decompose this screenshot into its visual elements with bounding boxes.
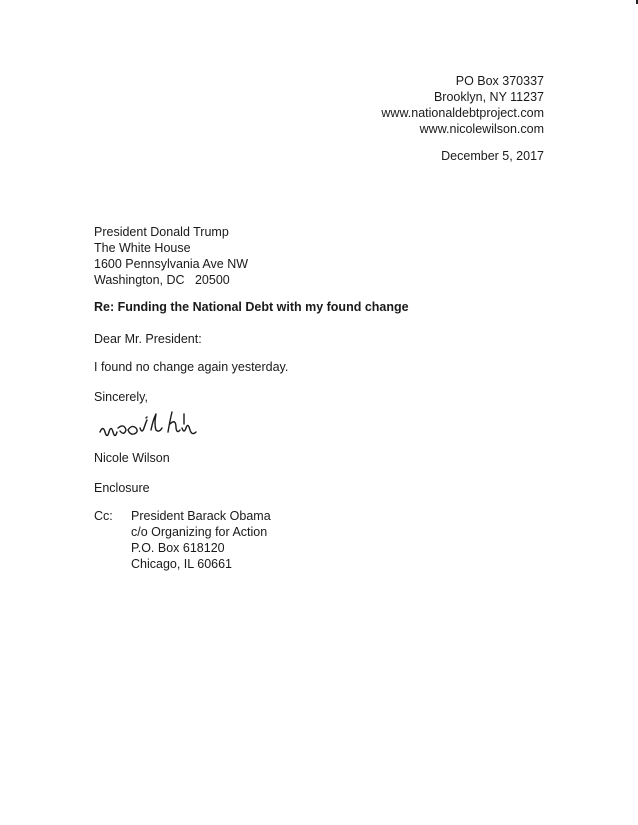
cc-line-3: P.O. Box 618120 (131, 541, 225, 555)
cc-label: Cc: (94, 509, 113, 523)
letter-date: December 5, 2017 (441, 149, 544, 163)
cc-line-2: c/o Organizing for Action (131, 525, 268, 539)
cc-name: President Barack Obama (131, 509, 271, 523)
sender-address-block (381, 73, 544, 137)
signer-name: Nicole Wilson (94, 451, 170, 465)
handwritten-signature (96, 406, 236, 451)
letter-body: I found no change again yesterday. (94, 360, 289, 374)
recipient-street: 1600 Pennsylvania Ave NW (94, 257, 249, 271)
signature-graphic (96, 406, 236, 448)
subject-line: Re: Funding the National Debt with my found change (94, 300, 409, 314)
sender-city: Brooklyn, NY 11237 (433, 90, 544, 104)
sender-po-box: PO Box 370337 (455, 74, 544, 88)
sender-website-2: www.nicolewilson.com (419, 122, 544, 136)
sender-website-1: www.nationaldebtproject.com (381, 106, 544, 120)
recipient-city: Washington, DC 20500 (94, 273, 230, 287)
enclosure-note: Enclosure (94, 481, 150, 495)
closing: Sincerely, (94, 390, 148, 404)
cc-address-block (131, 508, 271, 572)
recipient-address-block (94, 224, 248, 288)
recipient-name: President Donald Trump (94, 225, 229, 239)
recipient-org: The White House (94, 241, 191, 255)
salutation: Dear Mr. President: (94, 332, 202, 346)
cc-line-4: Chicago, IL 60661 (131, 557, 233, 571)
